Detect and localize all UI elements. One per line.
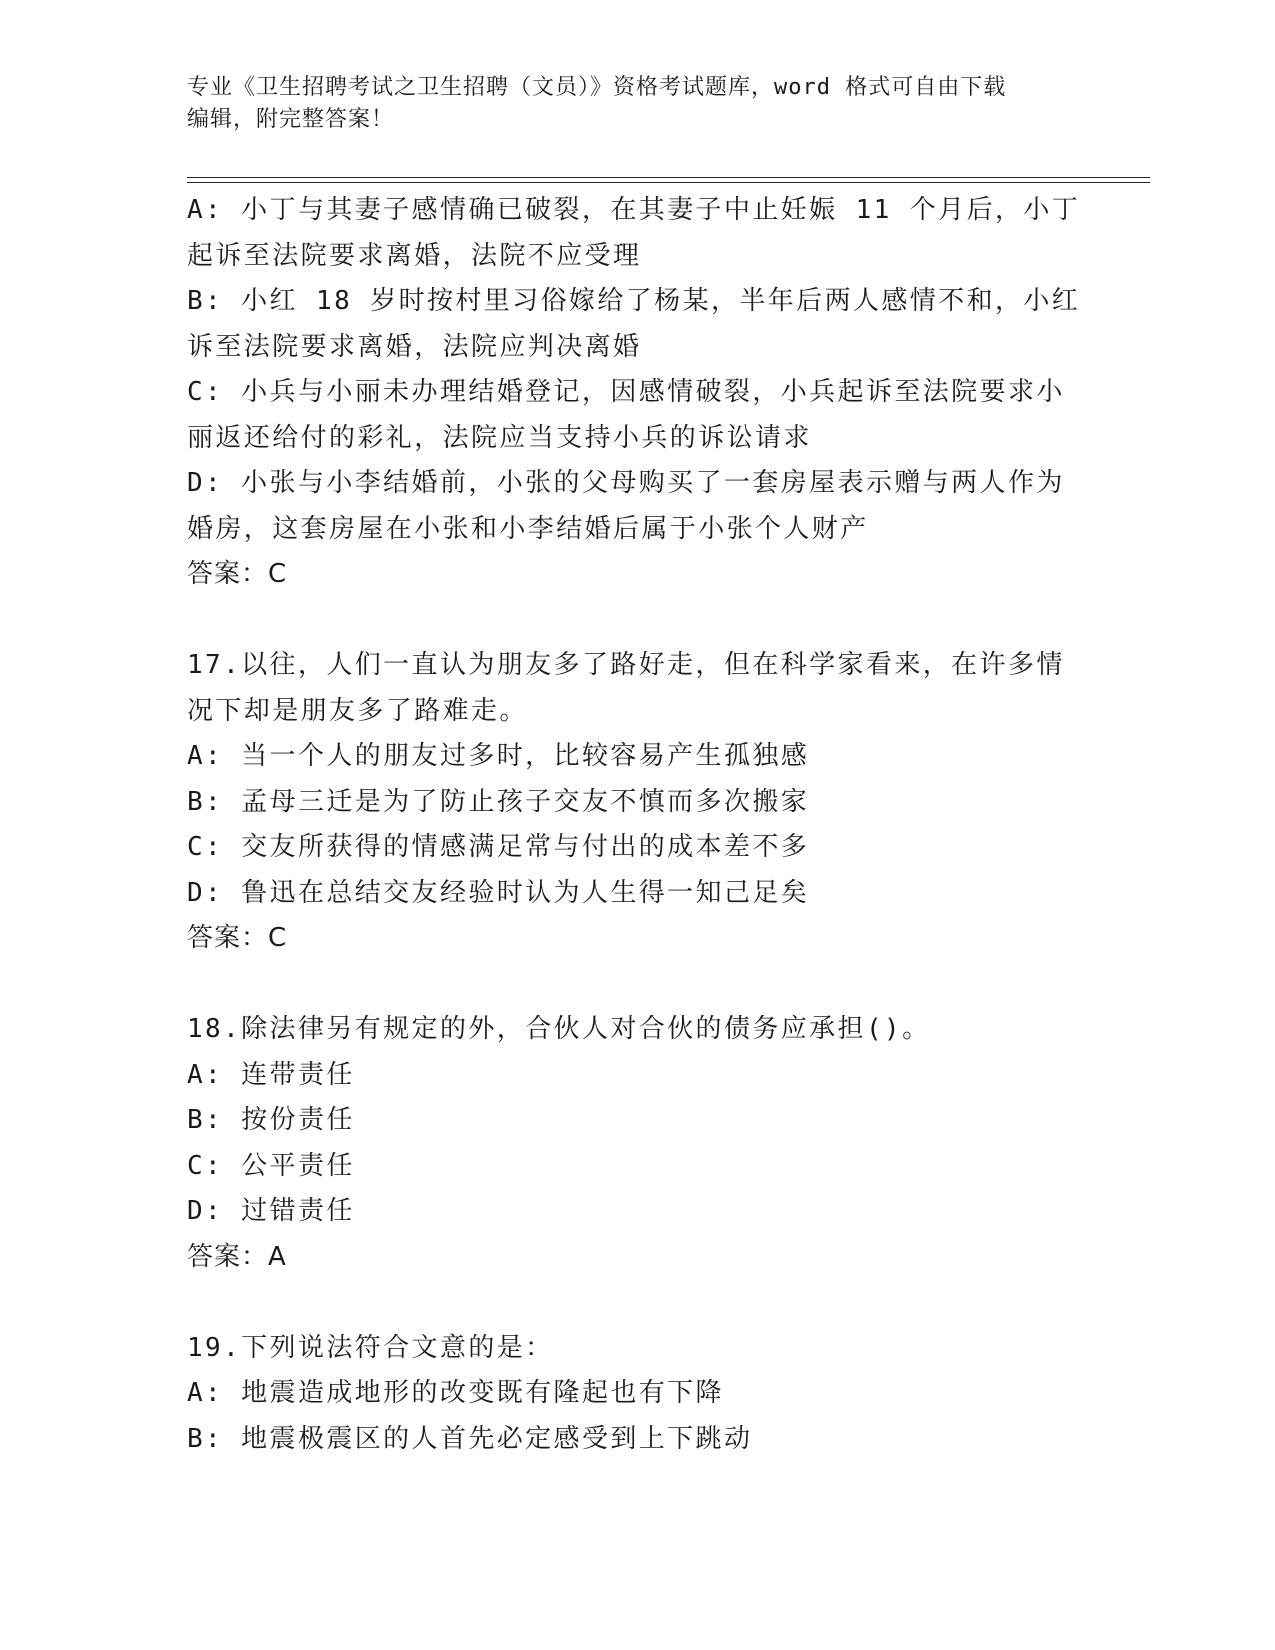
option-a: A: 当一个人的朋友过多时，比较容易产生孤独感 bbox=[187, 741, 810, 771]
option-b: B: 地震极震区的人首先必定感受到上下跳动 bbox=[187, 1423, 753, 1454]
option-c: C: 公平责任 bbox=[187, 1150, 355, 1181]
option-c-line-1: C: 小兵与小丽未办理结婚登记，因感情破裂，小兵起诉至法院要求小 bbox=[187, 377, 1065, 407]
option-b-line-2: 诉至法院要求离婚，法院应判决离婚 bbox=[187, 331, 642, 362]
document-header bbox=[187, 72, 1087, 136]
spacer bbox=[187, 1280, 1087, 1326]
header-line-1: 专业《卫生招聘考试之卫生招聘（文员）》资格考试题库，word 格式可自由下载 bbox=[187, 75, 1007, 100]
option-a: A: 地震造成地形的改变既有隆起也有下降 bbox=[187, 1378, 724, 1408]
answer-17: 答案：C bbox=[187, 923, 288, 953]
option-b-line-1: B: 小红 18 岁时按村里习俗嫁给了杨某，半年后两人感情不和，小红 bbox=[187, 286, 1081, 316]
answer-16: 答案：C bbox=[187, 559, 288, 589]
option-d: D: 鲁迅在总结交友经验时认为人生得一知己足矣 bbox=[187, 877, 810, 908]
spacer bbox=[187, 598, 1087, 644]
question-stem: 18.除法律另有规定的外，合伙人对合伙的债务应承担()。 bbox=[187, 1014, 931, 1044]
question-17 bbox=[187, 643, 1087, 962]
question-stem: 19.下列说法符合文意的是： bbox=[187, 1332, 554, 1363]
question-18 bbox=[187, 1007, 1087, 1280]
option-c-line-2: 丽返还给付的彩礼，法院应当支持小兵的诉讼请求 bbox=[187, 422, 812, 453]
question-16 bbox=[187, 188, 1087, 598]
option-d-line-2: 婚房，这套房屋在小张和小李结婚后属于小张个人财产 bbox=[187, 513, 869, 544]
option-b: B: 按份责任 bbox=[187, 1105, 355, 1135]
spacer bbox=[187, 962, 1087, 1008]
option-d-line-1: D: 小张与小李结婚前，小张的父母购买了一套房屋表示赠与两人作为 bbox=[187, 468, 1065, 498]
option-c: C: 交友所获得的情感满足常与付出的成本差不多 bbox=[187, 832, 810, 862]
question-stem-line-2: 况下却是朋友多了路难走。 bbox=[187, 695, 528, 726]
header-divider-bottom bbox=[187, 182, 1150, 183]
question-stem-line-1: 17.以往，人们一直认为朋友多了路好走，但在科学家看来，在许多情 bbox=[187, 650, 1065, 680]
header-divider-top bbox=[187, 177, 1150, 178]
option-a-line-2: 起诉至法院要求离婚，法院不应受理 bbox=[187, 240, 642, 271]
option-a-line-1: A: 小丁与其妻子感情确已破裂，在其妻子中止妊娠 11 个月后，小丁 bbox=[187, 195, 1081, 225]
option-b: B: 孟母三迁是为了防止孩子交友不慎而多次搬家 bbox=[187, 786, 810, 817]
answer-18: 答案：A bbox=[187, 1241, 287, 1272]
option-a: A: 连带责任 bbox=[187, 1059, 355, 1090]
header-line-2: 编辑，附完整答案！ bbox=[187, 107, 395, 132]
option-d: D: 过错责任 bbox=[187, 1196, 355, 1226]
document-body bbox=[187, 188, 1087, 1462]
question-19 bbox=[187, 1326, 1087, 1463]
